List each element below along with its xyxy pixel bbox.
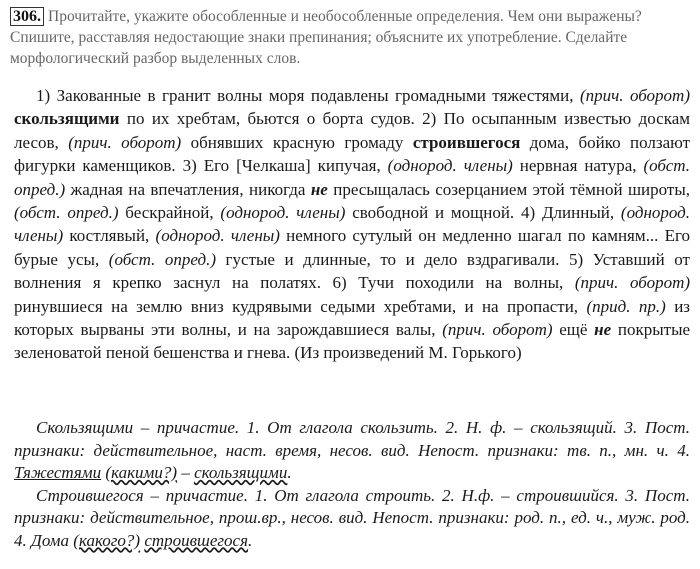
annotation: (прид. пр.) [586, 296, 666, 316]
analysis-text: Скользящими – причастие. 1. От глагола скользить. 2. Н. ф. – скользящий. 3. Пост. признаки: действительное, наст. время, несов. вид. Непост. признаки: тв. п., мн. ч. 4. [14, 418, 690, 460]
text-segment: немного сутулый он медленно шагал по камням... Его бурые усы, [14, 226, 691, 269]
morphological-analysis [14, 417, 690, 553]
text-segment: свободной и мощной. 4) Длинный, [352, 203, 615, 223]
text-segment: ринувшиеся на землю вниз кудрявыми седыми хребтами, и на пропасти, [14, 296, 579, 316]
annotation: (прич. оборот) [442, 320, 553, 340]
text-segment: костлявый, [69, 226, 150, 246]
annotation: (обст. опред.) [14, 156, 691, 199]
wavy-underlined-word: скользящими [194, 463, 288, 483]
question-wavy: (какого?) [73, 530, 141, 550]
exercise-number: 306. [10, 7, 44, 26]
analysis-paragraph [14, 417, 690, 485]
text-paragraph [14, 84, 690, 365]
exercise-instruction: Прочитайте, укажите обособленные и необособленные определения. Чем они выражены? Спишите, расставляя недостающие знаки препинания; объясните их употребление. Сделайте морфологический разбор выделенных слов. [10, 8, 642, 67]
annotation: (однород. члены) [155, 226, 280, 246]
dash: – [181, 463, 190, 483]
analysis-paragraph [14, 485, 690, 553]
exercise-text [14, 84, 690, 365]
highlighted-word: строившегося [412, 132, 521, 152]
text-segment: нервная натура, [519, 156, 637, 176]
annotation: (прич. оборот) [579, 86, 690, 105]
annotation: (однород. члены) [387, 156, 513, 176]
annotation: (обст. опред.) [108, 249, 216, 269]
negation-particle: не [594, 320, 612, 340]
period: . [287, 463, 292, 483]
period: . [248, 530, 253, 550]
annotation: (обст. опред.) [14, 203, 119, 223]
text-segment: из которых вырваны эти волны, и на зарождавшиеся валы, [14, 296, 691, 340]
question-wavy: (какими?) [105, 463, 178, 483]
highlighted-word: скользящими [14, 109, 120, 129]
text-segment: покрытые зеленоватой пеной бешенства и гнева. (Из произведений М. Горького) [14, 320, 691, 363]
wavy-underlined-word: строившегося [144, 530, 248, 550]
annotation: (однород. члены) [14, 203, 691, 246]
text-segment: дома, бойко ползают фигурки каменщиков. 3) Его [Челкаша] кипучая, [14, 132, 691, 176]
analysis-text: Строившегося – причастие. 1. От глагола строить. 2. Н.ф. – строившийся. 3. Пост. признаки: действительное, прош.вр., несов. вид. Непост. признаки: род. п., ед. ч., муж. род. 4. Дома [14, 485, 690, 550]
text-segment: пресыщалась созерцанием этой тёмной широты, [333, 179, 691, 199]
exercise-header [10, 6, 690, 69]
text-segment: бескрайной, [125, 203, 214, 223]
underlined-word: Тяжестями [14, 463, 102, 483]
text-segment: жадная на впечатления, никогда [70, 179, 306, 199]
negation-particle: не [310, 179, 328, 199]
text-segment: по их хребтам, бьются о борта судов. 2) По осыпанным известью доскам лесов, [14, 109, 691, 152]
text-segment: 1) Закованные в гранит волны моря подавлены громадными тяжестями, [36, 86, 574, 105]
annotation: (прич. оборот) [574, 273, 691, 293]
annotation: (прич. оборот) [68, 132, 182, 152]
annotation: (однород. члены) [220, 203, 346, 223]
text-segment: обнявших красную громаду [190, 132, 404, 152]
text-segment: ещё [559, 320, 588, 340]
text-segment: густые и длинные, то и дело вздрагивали. 5) Уставший от волнения я крепко заснул на полатях. 6) Тучи походили на волны, [14, 249, 690, 293]
